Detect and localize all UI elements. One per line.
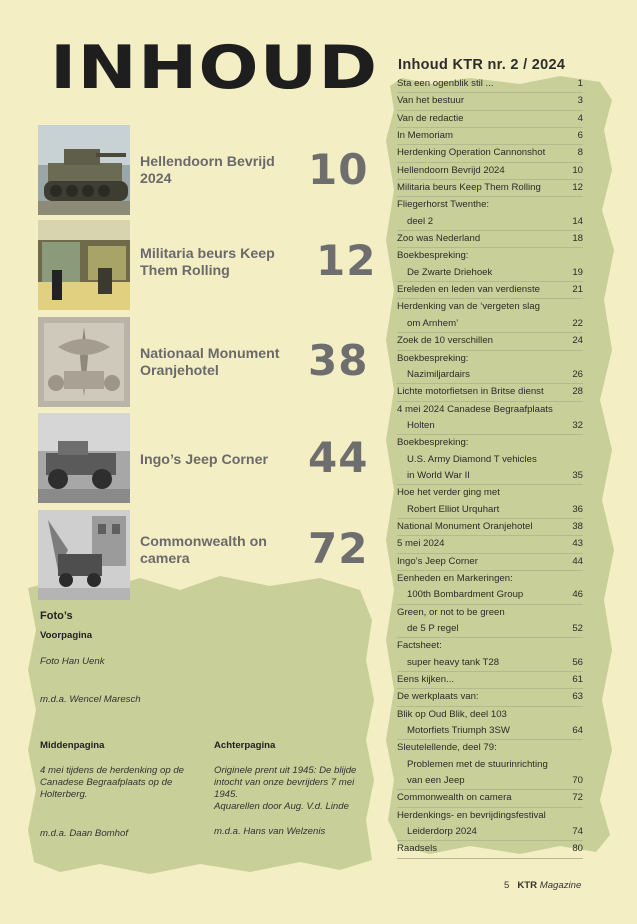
- toc-entry[interactable]: [397, 689, 583, 706]
- toc-entry-label: Nazimiljardairs: [407, 368, 470, 380]
- toc-entry[interactable]: [397, 808, 583, 824]
- toc-entry-page: 61: [572, 674, 583, 686]
- toc-entry[interactable]: [397, 180, 583, 197]
- toc-entry-label: Fliegerhorst Twenthe:: [397, 199, 490, 211]
- middenpagina-heading: Middenpagina: [40, 740, 105, 751]
- toc-entry-label: Eenheden en Markeringen:: [397, 572, 513, 584]
- military-fair-photo: [38, 220, 130, 310]
- toc-entry-label: 100th Bombardment Group: [407, 589, 524, 601]
- toc-entry-label: Leiderdorp 2024: [407, 826, 477, 838]
- toc-entry-label: 5 mei 2024: [397, 538, 445, 550]
- toc-entry[interactable]: [397, 587, 583, 604]
- toc-entry-page: 80: [572, 843, 583, 855]
- feature-militaria-beurs[interactable]: [38, 220, 378, 312]
- toc-entry-page: 32: [572, 419, 583, 431]
- feature-title: Commonwealth on camera: [140, 534, 267, 567]
- toc-entry-page: 26: [572, 368, 583, 380]
- toc-entry[interactable]: [397, 485, 583, 501]
- feature-hellendoorn[interactable]: [38, 125, 378, 217]
- feature-title: Ingo’s Jeep Corner: [140, 452, 268, 468]
- toc-entry-label: Ereleden en leden van verdienste: [397, 284, 540, 296]
- toc-entry-label: Holten: [407, 419, 435, 431]
- voorpagina-credit: m.d.a. Wencel Maresch: [40, 694, 141, 705]
- toc-entry-label: Boekbespreking:: [397, 250, 469, 262]
- toc-entry-page: 12: [572, 182, 583, 194]
- page-footer: [504, 880, 581, 891]
- footer-page-number: 5: [504, 880, 510, 891]
- achterpagina-heading: Achterpagina: [214, 740, 276, 751]
- toc-entry[interactable]: [397, 605, 583, 621]
- toc-entry[interactable]: [397, 111, 583, 128]
- toc-entry[interactable]: [397, 672, 583, 689]
- toc-entry-page: 28: [572, 386, 583, 398]
- toc-entry-label: Van de redactie: [397, 112, 464, 124]
- photo-credits-heading: Foto’s: [40, 610, 73, 622]
- toc-entry-page: 36: [572, 503, 583, 515]
- toc-entry-page: 56: [572, 656, 583, 668]
- toc-entry[interactable]: [397, 402, 583, 418]
- toc-entry[interactable]: [397, 824, 583, 841]
- toc-entry[interactable]: [397, 145, 583, 162]
- wrecked-vehicles-photo: [38, 510, 130, 600]
- toc-entry[interactable]: [397, 621, 583, 638]
- toc-entry-label: Hoe het verder ging met: [397, 487, 500, 499]
- feature-page-number: 10: [308, 145, 369, 194]
- toc-entry[interactable]: [397, 757, 583, 773]
- toc-entry[interactable]: [397, 740, 583, 756]
- toc-entry-label: Ingo’s Jeep Corner: [397, 555, 478, 567]
- toc-entry-page: 8: [577, 147, 583, 159]
- toc-entry-page: 52: [572, 623, 583, 634]
- feature-title: Nationaal Monument Oranjehotel: [140, 346, 280, 379]
- toc-entry[interactable]: [397, 282, 583, 299]
- toc-entry-page: 74: [572, 826, 583, 838]
- toc-entry-page: 72: [572, 792, 583, 804]
- achterpagina-caption: Originele prent uit 1945: De blijde intocht van onze bevrijders 7 mei 1945.: [214, 765, 357, 800]
- achterpagina-credit: m.d.a. Hans van Welzenis: [214, 826, 326, 837]
- toc-entry[interactable]: [397, 655, 583, 672]
- toc-entry[interactable]: [397, 723, 583, 740]
- toc-entry-label: Herdenking van de ‘vergeten slag: [397, 301, 540, 313]
- toc-entry[interactable]: [397, 248, 583, 264]
- toc-entry-label: Eens kijken...: [397, 674, 455, 686]
- toc-entry-page: 24: [572, 335, 583, 347]
- toc-entry[interactable]: [397, 519, 583, 536]
- toc-entry[interactable]: [397, 299, 583, 315]
- toc-entry[interactable]: [397, 638, 583, 654]
- feature-title: Militaria beurs Keep Them Rolling: [140, 246, 275, 279]
- toc-entry[interactable]: [397, 76, 583, 93]
- toc-entry-page: 19: [572, 266, 583, 278]
- toc-entry-label: Van het bestuur: [397, 95, 465, 107]
- toc-entry[interactable]: [397, 554, 583, 571]
- toc-entry-page: 70: [572, 775, 583, 787]
- toc-entry-page: 21: [572, 284, 583, 296]
- toc-entry-label: Hellendoorn Bevrijd 2024: [397, 164, 505, 176]
- toc-entry-label: 4 mei 2024 Canadese Begraafplaats: [397, 403, 553, 415]
- toc-entry-label: Lichte motorfietsen in Britse dienst: [397, 386, 544, 398]
- toc-entry-label: U.S. Army Diamond T vehicles: [407, 453, 537, 465]
- toc-entry[interactable]: [397, 128, 583, 145]
- toc-entry-page: 35: [572, 469, 583, 481]
- toc-entry[interactable]: [397, 502, 583, 519]
- toc-entry-label: Sleutelellende, deel 79:: [397, 742, 497, 754]
- feature-page-number: 44: [308, 433, 369, 482]
- toc-heading: Inhoud KTR nr. 2 / 2024: [398, 57, 566, 73]
- toc-entry-label: de 5 P regel: [407, 623, 459, 634]
- toc-entry-label: Herdenking Operation Cannonshot: [397, 147, 546, 159]
- toc-list: [397, 76, 583, 859]
- page-title: INHOUD: [50, 33, 379, 103]
- toc-entry[interactable]: [397, 197, 583, 213]
- toc-entry-label: super heavy tank T28: [407, 656, 500, 668]
- toc-entry-page: 10: [572, 164, 583, 176]
- toc-entry[interactable]: [397, 384, 583, 401]
- toc-entry-page: 18: [572, 233, 583, 245]
- monument-relief-photo: [38, 317, 130, 407]
- toc-entry[interactable]: [397, 163, 583, 180]
- toc-entry-label: in World War II: [407, 469, 470, 481]
- toc-entry[interactable]: [397, 571, 583, 587]
- toc-entry-label: van een Jeep: [407, 775, 465, 787]
- toc-entry[interactable]: [397, 773, 583, 790]
- toc-entry-label: Raadsels: [397, 843, 437, 855]
- toc-entry-label: National Monument Oranjehotel: [397, 520, 533, 532]
- toc-entry[interactable]: [397, 418, 583, 435]
- tank-photo: [38, 125, 130, 215]
- jeep-photo: [38, 413, 130, 503]
- toc-entry-label: De Zwarte Driehoek: [407, 266, 493, 278]
- toc-entry-label: om Arnhem’: [407, 317, 459, 329]
- footer-magazine: Magazine: [539, 880, 582, 891]
- toc-entry-label: Commonwealth on camera: [397, 792, 512, 804]
- toc-entry-label: Zoek de 10 verschillen: [397, 335, 493, 347]
- toc-entry-label: Herdenkings- en bevrijdingsfestival: [397, 809, 546, 821]
- footer-brand: KTR: [517, 880, 538, 891]
- toc-entry-label: Blik op Oud Blik, deel 103: [397, 708, 507, 720]
- toc-entry[interactable]: [397, 435, 583, 451]
- achterpagina-caption-painter: Aquarellen door Aug. V.d. Linde: [214, 801, 349, 812]
- feature-jeep-corner[interactable]: [38, 413, 378, 505]
- toc-entry-page: 44: [572, 555, 583, 567]
- toc-entry[interactable]: [397, 93, 583, 110]
- feature-title: Hellendoorn Bevrijd 2024: [140, 154, 275, 187]
- toc-entry-label: Robert Elliot Urquhart: [407, 503, 500, 515]
- feature-commonwealth[interactable]: [38, 510, 378, 602]
- toc-entry[interactable]: [397, 367, 583, 384]
- toc-entry-page: 1: [577, 78, 583, 89]
- toc-entry[interactable]: [397, 265, 583, 282]
- toc-entry[interactable]: [397, 214, 583, 231]
- toc-entry[interactable]: [397, 468, 583, 485]
- toc-entry[interactable]: [397, 790, 583, 807]
- toc-entry-label: Militaria beurs Keep Them Rolling: [397, 182, 541, 194]
- toc-entry-label: Factsheet:: [397, 640, 442, 652]
- toc-entry-page: 38: [572, 520, 583, 532]
- toc-entry[interactable]: [397, 536, 583, 553]
- toc-entry-page: 14: [572, 215, 583, 227]
- toc-entry-label: Boekbespreking:: [397, 437, 469, 449]
- feature-oranjehotel[interactable]: [38, 317, 378, 409]
- feature-page-number: 72: [308, 524, 369, 573]
- toc-entry-page: 6: [577, 130, 583, 142]
- toc-entry-page: 3: [577, 95, 583, 107]
- toc-entry-page: 22: [572, 317, 583, 329]
- voorpagina-heading: Voorpagina: [40, 630, 93, 641]
- middenpagina-credit: m.d.a. Daan Bomhof: [40, 828, 128, 839]
- toc-entry-label: Boekbespreking:: [397, 352, 469, 364]
- toc-entry-label: Green, or not to be green: [397, 606, 505, 618]
- toc-entry-page: 64: [572, 725, 583, 737]
- toc-entry[interactable]: [397, 841, 583, 858]
- toc-entry[interactable]: [397, 231, 583, 248]
- feature-page-number: 38: [308, 336, 369, 385]
- toc-entry-label: Motorfiets Triumph 3SW: [407, 725, 510, 737]
- feature-page-number: 12: [316, 236, 377, 285]
- toc-entry-label: In Memoriam: [397, 130, 453, 142]
- voorpagina-caption: Foto Han Uenk: [40, 656, 105, 667]
- toc-entry[interactable]: [397, 707, 583, 723]
- toc-entry[interactable]: [397, 316, 583, 333]
- toc-entry[interactable]: [397, 452, 583, 468]
- middenpagina-caption: 4 mei tijdens de herdenking op de Canadese Begraafplaats op de Holterberg.: [40, 765, 185, 800]
- toc-entry-label: Sta een ogenblik stil ...: [397, 78, 494, 89]
- toc-entry[interactable]: [397, 351, 583, 367]
- toc-entry-page: 46: [572, 589, 583, 601]
- toc-entry-page: 43: [572, 538, 583, 550]
- toc-entry-label: Zoo was Nederland: [397, 233, 481, 245]
- toc-entry-page: 63: [572, 691, 583, 703]
- toc-entry[interactable]: [397, 333, 583, 350]
- toc-entry-label: De werkplaats van:: [397, 691, 479, 703]
- toc-entry-label: Problemen met de stuurinrichting: [407, 758, 548, 770]
- toc-entry-label: deel 2: [407, 215, 434, 227]
- toc-entry-page: 4: [577, 112, 583, 124]
